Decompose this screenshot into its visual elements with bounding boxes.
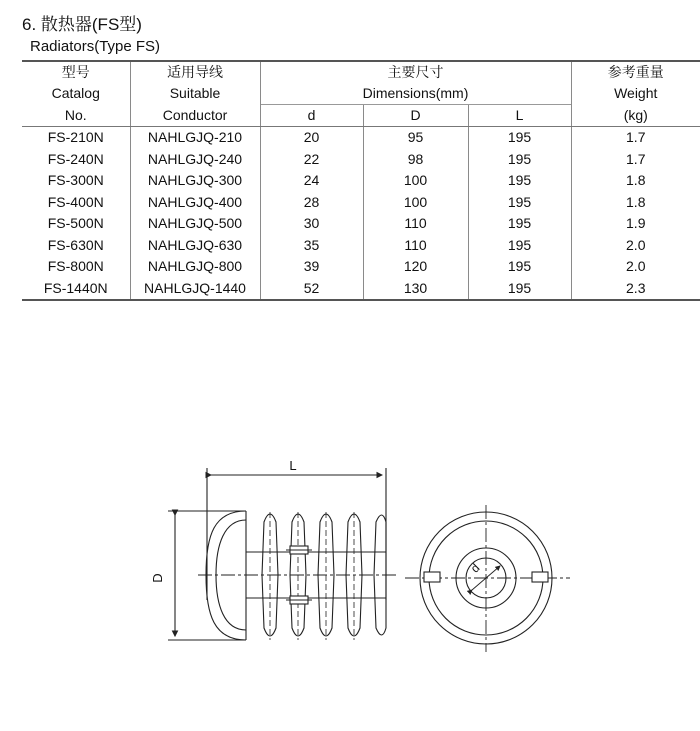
label-L: L [289, 458, 297, 473]
cell-catalog-no: FS-500N [47, 215, 104, 231]
cell-weight: 2.3 [571, 278, 700, 301]
cell-dim-L: 195 [468, 170, 571, 192]
cell-dim-L: 195 [468, 213, 571, 235]
header-dimensions-cn: 主要尺寸 [260, 61, 571, 83]
table-row [22, 170, 700, 192]
cell-dim-D: 110 [363, 213, 468, 235]
cell-dim-L: 195 [468, 127, 571, 149]
cell-catalog-no: FS-400N [47, 193, 104, 210]
cell-dim-D: 120 [363, 256, 468, 278]
cell-catalog-no: FS-210N [47, 129, 104, 145]
cell-weight: 1.7 [571, 149, 700, 171]
cell-conductor: NAHLGJQ-300 [130, 170, 260, 192]
header-dim-L: L [468, 105, 571, 127]
header-weight-cn: 参考重量 [571, 61, 700, 83]
cell-dim-D: 110 [363, 235, 468, 257]
cell-dim-d: 28 [260, 192, 363, 214]
cell-dim-d: 20 [260, 127, 363, 149]
cell-dim-d: 39 [260, 256, 363, 278]
header-catalog-en: Catalog [51, 85, 100, 102]
section-heading: 6. 散热器(FS型) [22, 15, 142, 34]
cell-dim-d: 52 [260, 278, 363, 301]
cell-dim-L: 195 [468, 235, 571, 257]
table-row [22, 278, 700, 301]
cell-weight: 1.8 [571, 192, 700, 214]
cell-catalog-no: FS-300N [47, 172, 104, 188]
cell-conductor: NAHLGJQ-1440 [130, 278, 260, 301]
table-row [22, 149, 700, 171]
cell-dim-D: 95 [363, 127, 468, 149]
cell-weight: 1.8 [571, 170, 700, 192]
cell-dim-d: 22 [260, 149, 363, 171]
cell-conductor: NAHLGJQ-210 [130, 127, 260, 149]
section-subheading: Radiators(Type FS) [30, 38, 161, 55]
table-row [22, 235, 700, 257]
cell-weight: 1.9 [571, 213, 700, 235]
table-row [22, 127, 700, 149]
cell-dim-L: 195 [468, 192, 571, 214]
header-dimensions-en: Dimensions(mm) [260, 83, 571, 105]
cell-conductor: NAHLGJQ-630 [130, 235, 260, 257]
spec-table [22, 60, 700, 301]
cell-weight: 2.0 [571, 235, 700, 257]
cell-dim-D: 130 [363, 278, 468, 301]
cell-catalog-no: FS-240N [47, 150, 104, 167]
header-catalog-cn: 型号 [22, 61, 130, 83]
cell-catalog-no: FS-630N [47, 236, 104, 253]
label-D: D [150, 573, 165, 583]
header-weight-en: Weight [571, 83, 700, 105]
header-dim-d-small: d [260, 105, 363, 127]
cell-catalog-no: FS-800N [47, 258, 104, 274]
header-catalog-no: No. [22, 105, 130, 127]
header-conductor-en2: Conductor [130, 105, 260, 127]
header-conductor-cn: 适用导线 [130, 61, 260, 83]
cell-dim-d: 24 [260, 170, 363, 192]
table-row [22, 213, 700, 235]
cell-dim-L: 195 [468, 149, 571, 171]
cell-catalog-no: FS-1440N [22, 278, 130, 301]
cell-conductor: NAHLGJQ-500 [130, 213, 260, 235]
table-row [22, 192, 700, 214]
cell-dim-d: 30 [260, 213, 363, 235]
cell-dim-L: 195 [468, 256, 571, 278]
cell-dim-D: 100 [363, 192, 468, 214]
cell-conductor: NAHLGJQ-240 [130, 149, 260, 171]
cell-conductor: NAHLGJQ-800 [130, 256, 260, 278]
table-row [22, 256, 700, 278]
cell-weight: 2.0 [571, 256, 700, 278]
cell-dim-d: 35 [260, 235, 363, 257]
cell-weight: 1.7 [571, 127, 700, 149]
cell-dim-D: 98 [363, 149, 468, 171]
header-conductor-en: Suitable [130, 83, 260, 105]
cell-dim-D: 100 [363, 170, 468, 192]
radiator-drawing [0, 440, 700, 660]
header-dim-D-large: D [363, 105, 468, 127]
label-d: d [467, 560, 483, 576]
header-weight-unit: (kg) [571, 105, 700, 127]
cell-conductor: NAHLGJQ-400 [130, 192, 260, 214]
cell-dim-L: 195 [468, 278, 571, 301]
